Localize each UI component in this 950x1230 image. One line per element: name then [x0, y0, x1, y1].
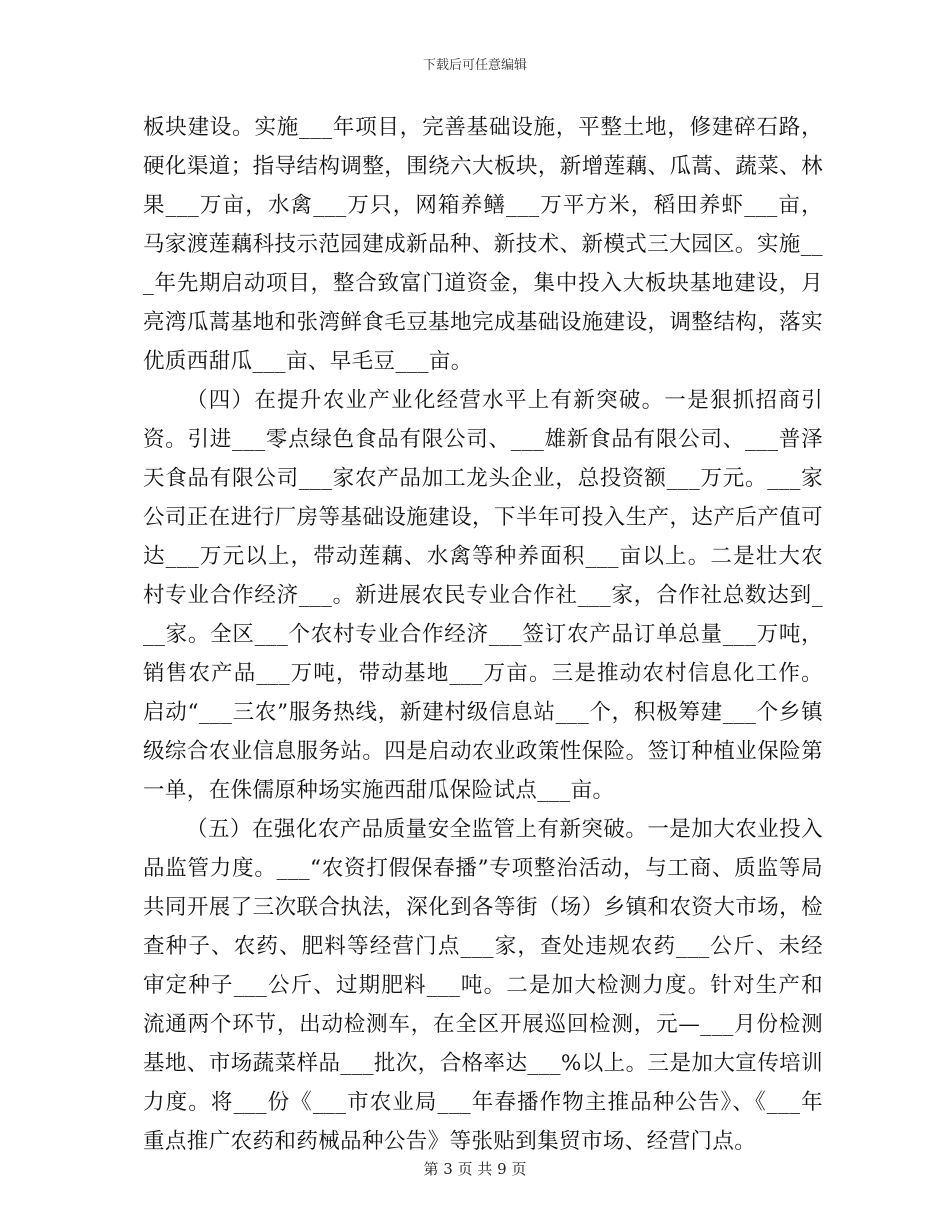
paragraph-2: （四）在提升农业产业化经营水平上有新突破。一是狠抓招商引资。引进___零点绿色食品有限公司、___雄新食品有限公司、___普泽天食品有限公司___家农产品加工龙头企业，总投资额___万元。___家公司正在进行厂房等基础设施建设，下半年可投入生产，达产后产值可达___万元以上，带动莲藕、水禽等种养面积___亩以上。二是壮大农村专业合作经济___。新进展农民专业合作社___家，合作社总数达到___家。全区___个农村专业合作经济___签订农产品订单总量___万吨，销售农产品___万吨，带动基地___万亩。三是推动农村信息化工作。启动“___三农”服务热线，新建村级信息站___个，积极筹建___个乡镇级综合农业信息服务站。四是启动农业政策性保险。签订种植业保险第一单，在侏儒原种场实施西甜瓜保险试点___亩。	[143, 388, 823, 803]
page-header: 下载后可任意编辑	[422, 58, 527, 73]
paragraph-1: 板块建设。实施___年项目，完善基础设施，平整土地，修建碎石路，硬化渠道；指导结构调整，围绕六大板块，新增莲藕、瓜蒿、蔬菜、林果___万亩，水禽___万只，网箱养鳝___万平方米，稻田养虾___亩，马家渡莲藕科技示范园建成新品种、新技术、新模式三大园区。实施___年先期启动项目，整合致富门道资金，集中投入大板块基地建设，月亮湾瓜蒿基地和张湾鲜食毛豆基地完成基础设施建设，调整结构，落实优质西甜瓜___亩、早毛豆___亩。	[143, 115, 823, 374]
paragraph-3: （五）在强化农产品质量安全监管上有新突破。一是加大农业投入品监管力度。___“农资打假保春播”专项整治活动，与工商、质监等局共同开展了三次联合执法，深化到各等街（场）乡镇和农资大市场，检查种子、农药、肥料等经营门点___家，查处违规农药___公斤、未经审定种子___公斤、过期肥料___吨。二是加大检测力度。针对生产和流通两个环节，出动检测车，在全区开展巡回检测，元—___月份检测基地、市场蔬菜样品___批次，合格率达___%以上。三是加大宣传培训力度。将___份《___市农业局___年春播作物主推品种公告》、《___年重点推广农药和药械品种公告》等张贴到集贸市场、经营门点。	[143, 817, 823, 1154]
document-body	[143, 108, 823, 1161]
page-number: 第 3 页 共 9 页	[423, 1160, 527, 1178]
